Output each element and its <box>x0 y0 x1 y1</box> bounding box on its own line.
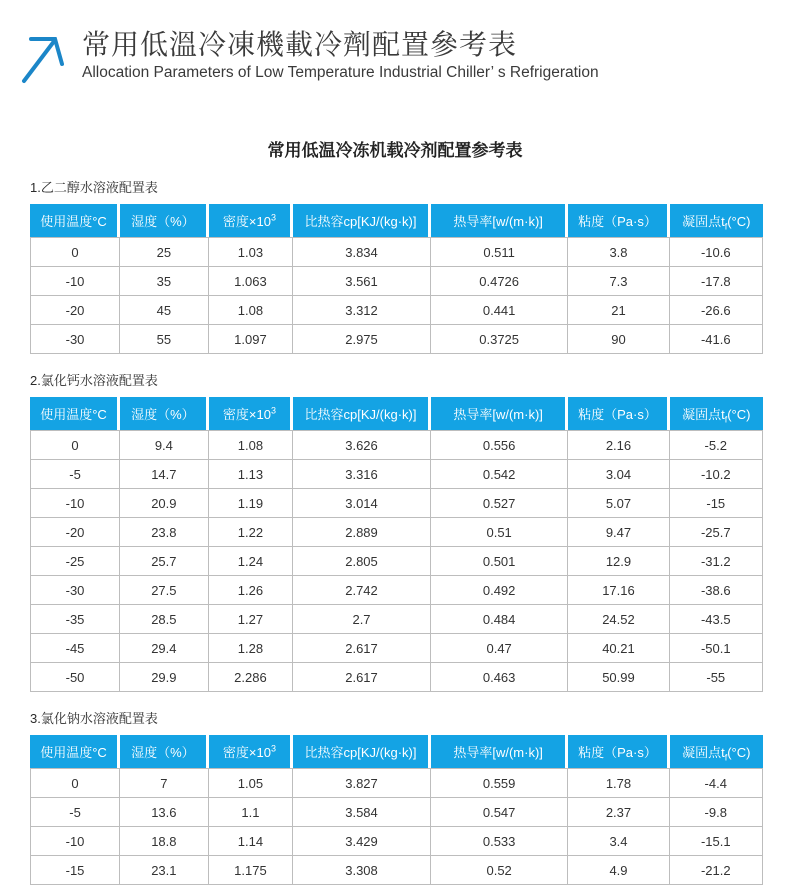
table-cell: -25 <box>30 547 120 576</box>
table-cell: 0.4726 <box>431 267 569 296</box>
table-row <box>30 430 763 460</box>
table-cell: 9.4 <box>120 430 209 460</box>
header-row <box>30 735 763 768</box>
table-row <box>30 768 763 798</box>
table-cell: -21.2 <box>670 856 763 885</box>
table-cell: 35 <box>120 267 209 296</box>
table-cell: 3.316 <box>293 460 431 489</box>
column-header: 密度$\times 10^3$ <box>209 204 294 237</box>
table-row <box>30 663 763 692</box>
table-cell: -43.5 <box>670 605 763 634</box>
table-cell: 3.561 <box>293 267 431 296</box>
table-row <box>30 267 763 296</box>
table-cell: 1.05 <box>209 768 294 798</box>
table-cell: -17.8 <box>670 267 763 296</box>
ethylene-glycol-table <box>30 204 763 354</box>
table-row <box>30 798 763 827</box>
table-row <box>30 237 763 267</box>
table-cell: 0.501 <box>431 547 569 576</box>
table-cell: 5.07 <box>568 489 669 518</box>
column-header: 使用温度°C <box>30 397 120 430</box>
table-row <box>30 634 763 663</box>
table-cell: -38.6 <box>670 576 763 605</box>
section-label: 3.氯化钠水溶液配置表 <box>30 711 158 726</box>
table-row <box>30 460 763 489</box>
column-header: 使用温度°C <box>30 204 120 237</box>
header-row <box>30 397 763 430</box>
column-header: 湿度（%） <box>120 735 209 768</box>
table-cell: -55 <box>670 663 763 692</box>
column-header: 湿度（%） <box>120 204 209 237</box>
calcium-chloride-table <box>30 397 763 692</box>
table-cell: 1.08 <box>209 296 294 325</box>
table-cell: -30 <box>30 576 120 605</box>
table-cell: 45 <box>120 296 209 325</box>
document-title: 常用低温冷冻机载冷剂配置参考表 <box>267 141 523 160</box>
table-cell: -5 <box>30 460 120 489</box>
column-header: 凝固点$t_f(^\circ C)$ <box>670 735 763 768</box>
table-cell: 7 <box>120 768 209 798</box>
table-cell: 3.312 <box>293 296 431 325</box>
column-header: 粘度（Pa·s） <box>568 735 669 768</box>
table-cell: 24.52 <box>568 605 669 634</box>
table-cell: 0.556 <box>431 430 569 460</box>
table-cell: 2.617 <box>293 663 431 692</box>
column-header: 热导率[w/(m·k)] <box>431 204 569 237</box>
table-cell: 20.9 <box>120 489 209 518</box>
banner-title-zh: 常用低溫冷凍機載冷劑配置參考表 <box>82 29 518 60</box>
column-header: 比热容cp[KJ/(kg·k)] <box>293 735 431 768</box>
table-cell: 0.527 <box>431 489 569 518</box>
table-cell: 3.626 <box>293 430 431 460</box>
table-cell: 0 <box>30 237 120 267</box>
section-calcium-chloride <box>30 370 763 692</box>
table-row <box>30 547 763 576</box>
table-row <box>30 296 763 325</box>
header-row <box>30 204 763 237</box>
table-cell: -41.6 <box>670 325 763 354</box>
column-header: 比热容cp[KJ/(kg·k)] <box>293 204 431 237</box>
table-row <box>30 489 763 518</box>
table-cell: -9.8 <box>670 798 763 827</box>
table-cell: 2.617 <box>293 634 431 663</box>
table-cell: -30 <box>30 325 120 354</box>
column-header: 粘度（Pa·s） <box>568 204 669 237</box>
table-cell: -20 <box>30 296 120 325</box>
table-cell: 1.063 <box>209 267 294 296</box>
table-cell: 3.308 <box>293 856 431 885</box>
table-cell: -15 <box>30 856 120 885</box>
table-cell: 1.78 <box>568 768 669 798</box>
table-cell: 0.484 <box>431 605 569 634</box>
table-cell: 0.542 <box>431 460 569 489</box>
table-row <box>30 576 763 605</box>
table-cell: 55 <box>120 325 209 354</box>
table-cell: -45 <box>30 634 120 663</box>
table-cell: 29.9 <box>120 663 209 692</box>
table-cell: 1.19 <box>209 489 294 518</box>
column-header: 密度$\times 10^3$ <box>209 735 294 768</box>
column-header: 凝固点$t_f(^\circ C)$ <box>670 397 763 430</box>
table-cell: 1.097 <box>209 325 294 354</box>
table-cell: 7.3 <box>568 267 669 296</box>
column-header: 密度$\times 10^3$ <box>209 397 294 430</box>
table-cell: 0.559 <box>431 768 569 798</box>
table-cell: 2.16 <box>568 430 669 460</box>
table-cell: 23.8 <box>120 518 209 547</box>
table-cell: 40.21 <box>568 634 669 663</box>
table-cell: 0.492 <box>431 576 569 605</box>
table-cell: 17.16 <box>568 576 669 605</box>
table-cell: 1.28 <box>209 634 294 663</box>
table-cell: 1.1 <box>209 798 294 827</box>
table-cell: -15.1 <box>670 827 763 856</box>
table-cell: 0.511 <box>431 237 569 267</box>
table-cell: 1.175 <box>209 856 294 885</box>
table-cell: -5.2 <box>670 430 763 460</box>
table-cell: 0.441 <box>431 296 569 325</box>
table-cell: 0.533 <box>431 827 569 856</box>
table-cell: 0.3725 <box>431 325 569 354</box>
table-row <box>30 605 763 634</box>
table-cell: 0 <box>30 768 120 798</box>
table-cell: 25.7 <box>120 547 209 576</box>
table-cell: 18.8 <box>120 827 209 856</box>
table-cell: 1.27 <box>209 605 294 634</box>
table-cell: -10 <box>30 489 120 518</box>
table-cell: 0 <box>30 430 120 460</box>
table-cell: 3.04 <box>568 460 669 489</box>
table-cell: 2.805 <box>293 547 431 576</box>
section-sodium-chloride <box>30 708 763 885</box>
table-cell: 28.5 <box>120 605 209 634</box>
table-cell: -31.2 <box>670 547 763 576</box>
table-cell: 3.014 <box>293 489 431 518</box>
table-cell: -26.6 <box>670 296 763 325</box>
column-header: 热导率[w/(m·k)] <box>431 397 569 430</box>
table-cell: 50.99 <box>568 663 669 692</box>
table-cell: 3.584 <box>293 798 431 827</box>
table-cell: -35 <box>30 605 120 634</box>
column-header: 比热容cp[KJ/(kg·k)] <box>293 397 431 430</box>
column-header: 粘度（Pa·s） <box>568 397 669 430</box>
table-cell: -50.1 <box>670 634 763 663</box>
table-cell: -20 <box>30 518 120 547</box>
table-cell: -10.6 <box>670 237 763 267</box>
table-cell: 1.03 <box>209 237 294 267</box>
table-cell: 25 <box>120 237 209 267</box>
table-cell: -10 <box>30 827 120 856</box>
table-row <box>30 518 763 547</box>
table-cell: 3.834 <box>293 237 431 267</box>
table-cell: 1.24 <box>209 547 294 576</box>
table-cell: 2.742 <box>293 576 431 605</box>
table-cell: 3.4 <box>568 827 669 856</box>
table-cell: -10.2 <box>670 460 763 489</box>
section-label: 1.乙二醇水溶液配置表 <box>30 180 158 195</box>
table-cell: 1.14 <box>209 827 294 856</box>
table-cell: 29.4 <box>120 634 209 663</box>
table-cell: 2.975 <box>293 325 431 354</box>
table-cell: -50 <box>30 663 120 692</box>
table-cell: 90 <box>568 325 669 354</box>
table-cell: -25.7 <box>670 518 763 547</box>
table-cell: 1.26 <box>209 576 294 605</box>
section-label: 2.氯化钙水溶液配置表 <box>30 373 158 388</box>
table-cell: 13.6 <box>120 798 209 827</box>
table-cell: 2.7 <box>293 605 431 634</box>
table-cell: 1.13 <box>209 460 294 489</box>
arrow-up-right-icon <box>20 32 66 84</box>
table-cell: -15 <box>670 489 763 518</box>
table-cell: 9.47 <box>568 518 669 547</box>
section-ethylene-glycol <box>30 177 763 354</box>
banner-title-en: Allocation Parameters of Low Temperature Industrial Chiller’ s Refrigeration <box>82 63 599 81</box>
table-row <box>30 827 763 856</box>
table-cell: -10 <box>30 267 120 296</box>
sodium-chloride-table <box>30 735 763 885</box>
table-row <box>30 856 763 885</box>
banner-text <box>82 30 599 82</box>
table-cell: 27.5 <box>120 576 209 605</box>
column-header: 凝固点$t_f(^\circ C)$ <box>670 204 763 237</box>
table-cell: 4.9 <box>568 856 669 885</box>
table-cell: -4.4 <box>670 768 763 798</box>
table-cell: 0.51 <box>431 518 569 547</box>
table-cell: 2.286 <box>209 663 294 692</box>
table-cell: 23.1 <box>120 856 209 885</box>
table-cell: 3.827 <box>293 768 431 798</box>
banner <box>0 0 790 84</box>
table-cell: 0.547 <box>431 798 569 827</box>
table-cell: 14.7 <box>120 460 209 489</box>
table-cell: 12.9 <box>568 547 669 576</box>
table-cell: 0.47 <box>431 634 569 663</box>
table-cell: 21 <box>568 296 669 325</box>
table-cell: 2.889 <box>293 518 431 547</box>
table-cell: 3.8 <box>568 237 669 267</box>
table-cell: 0.52 <box>431 856 569 885</box>
table-row <box>30 325 763 354</box>
table-cell: 1.22 <box>209 518 294 547</box>
column-header: 热导率[w/(m·k)] <box>431 735 569 768</box>
column-header: 湿度（%） <box>120 397 209 430</box>
column-header: 使用温度°C <box>30 735 120 768</box>
table-cell: 1.08 <box>209 430 294 460</box>
table-cell: 3.429 <box>293 827 431 856</box>
table-cell: -5 <box>30 798 120 827</box>
table-cell: 0.463 <box>431 663 569 692</box>
table-cell: 2.37 <box>568 798 669 827</box>
